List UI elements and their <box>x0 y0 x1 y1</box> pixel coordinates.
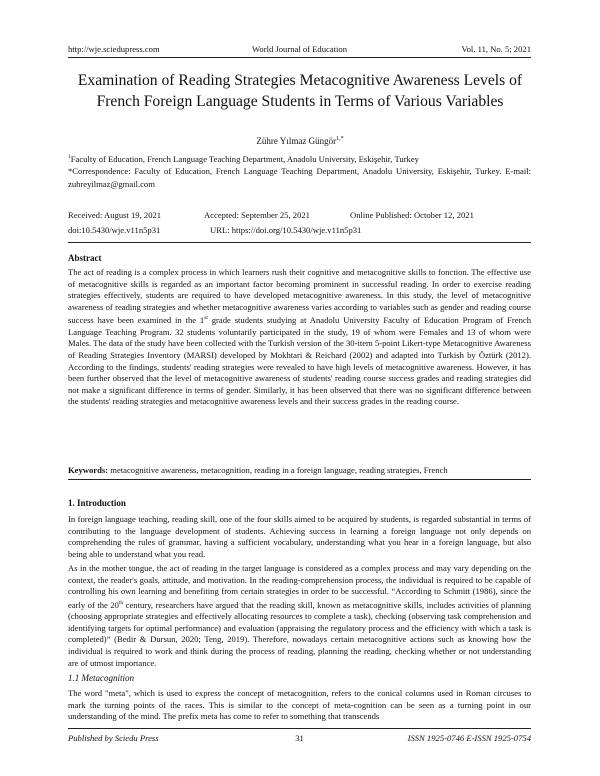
keywords-list: metacognitive awareness, metacognition, reading in a foreign language, reading strategies, French <box>108 465 448 475</box>
header-divider <box>68 57 531 58</box>
abstract-divider-top <box>68 242 531 243</box>
volume-info: Vol. 11, No. 5; 2021 <box>461 44 531 54</box>
published-date: Online Published: October 12, 2021 <box>350 210 474 220</box>
abstract-text-part-2: grade students studying at Anadolu University Faculty of Education Program of French Language Teaching Program. 32 students voluntarily participated in the study, 19 of whom were Females and 13 of whom were Males. The data of the study have been collected with the Turkish version of the 30-item 5-point Likert-type Metacognitive Awareness of Reading Strategies Inventory (MARSI) developed by Mokhtari & Reichard (2002) and adapted into Turkish by Öztürk (2012). According to the findings, students' reading strategies were revealed to have high levels of metacognitive awareness. However, it has been further observed that the level of metacognitive awareness of students' reading course success grades and reading strategies did not make a significant difference in terms of gender. Similarly, it has been observed that there was no significant difference between the students' reading strategies and metacognitive awareness levels and their success grades in the reading course. <box>68 315 532 407</box>
footer-divider <box>68 728 531 729</box>
intro-paragraph-3: The word "meta", which is used to express the concept of metacognition, refers to the conical columns used in Roman circuses to mark the turning points of the races. This is similar to the concept of meta-cognition can be seen as a turning point in our understanding of the mind. The prefix meta has come to refer to something that transcends <box>68 688 531 722</box>
article-title <box>60 70 540 112</box>
publisher: Published by Sciedu Press <box>68 733 159 743</box>
running-footer <box>68 733 531 745</box>
correspondence: *Correspondence: Faculty of Education, French Language Teaching Department, Anadolu University, Eskişehir, Turkey. E-mail: zuhreyilmaz@gmail.com <box>68 166 531 189</box>
author-line <box>0 136 600 146</box>
abstract-divider-bottom <box>68 479 531 480</box>
title-line-2: French Foreign Language Students in Terms of Various Variables <box>96 93 504 110</box>
doi-row <box>68 225 531 237</box>
author-sup: 1,* <box>336 136 344 142</box>
journal-name: World Journal of Education <box>251 44 348 54</box>
intro-ordinal-sup: th <box>118 599 124 606</box>
dates-row <box>68 210 531 222</box>
intro-paragraph-2-part-1: As in the mother tongue, the act of reading in the target language is considered as a complex process and may vary depending on the context, the reader's goals, attitude, and motivation. In the reading-comprehension process, the individual is required to be capable of controlling his own learning and benefiting from certain strategies in order to be successful. “According to Schmitt (1986), since the early of the 20 <box>68 563 531 610</box>
journal-url[interactable]: http://wje.sciedupress.com <box>68 44 160 54</box>
keywords-line <box>68 465 531 477</box>
affiliation-sup: 1 <box>68 154 71 160</box>
page-number: 31 <box>295 733 304 743</box>
abstract-heading: Abstract <box>68 253 102 263</box>
affiliation <box>68 151 531 165</box>
running-header <box>68 44 531 58</box>
subsection-heading: 1.1 Metacognition <box>68 673 134 683</box>
abstract-text <box>68 267 531 408</box>
article-url[interactable]: URL: https://doi.org/10.5430/wje.v11n5p31 <box>210 225 362 235</box>
doi[interactable]: doi:10.5430/wje.v11n5p31 <box>68 225 161 235</box>
intro-paragraph-1: In foreign language teaching, reading skill, one of the four skills aimed to be acquired by students, is regarded substantial in terms of contributing to the language development of students. Achieving success in learning a foreign language not only depends on comprehending the rules of grammar, having a sufficient vocabulary, understanding what you hear in a foreign language, but also being able to understand what you read. <box>68 514 531 559</box>
issn: ISSN 1925-0746 E-ISSN 1925-0754 <box>407 733 531 743</box>
accepted-date: Accepted: September 25, 2021 <box>204 210 310 220</box>
affiliation-text: Faculty of Education, French Language Teaching Department, Anadolu University, Eskişehir, Turkey <box>70 153 419 164</box>
title-line-1: Examination of Reading Strategies Metacognitive Awareness Levels of <box>77 72 523 89</box>
author-name: Zühre Yılmaz Güngör <box>256 136 337 146</box>
intro-paragraph-2 <box>68 563 531 669</box>
abstract-text-part-1: The act of reading is a complex process in which learners rush their cognitive and metacognitive skills to fonction. The effective use of metacognitive skills is regarded as an important factor becoming prominent in successful reading. In order to exercise reading strategies effectively, students are required to have developed metacognitive awareness. In this study, the level of metacognitive awareness of reading strategies and whether metacognitive awareness varies according to variables such as gender and reading course success have been examined in the 1 <box>68 267 531 326</box>
intro-paragraph-2-part-2: century, researchers have argued that the reading skill, known as metacognitive skills, includes activities of planning (choosing appropriate strategies and effectively allocating resources to complete a task), checking (observing task comprehension and identifying targets for optimal performance) and evaluation (appraising the regulatory process and the efficiency with which a task is completed)” (Bedir & Dursun, 2020; Teng, 2019). Therefore, nowadays certain metacognitive actions such as knowing how the individual is required to work and think during the process of reading, planning the reading, checking whether or not understanding are of utmost importance. <box>68 599 532 668</box>
abstract-ordinal-sup: st <box>204 315 208 322</box>
introduction-heading: 1. Introduction <box>68 498 126 508</box>
keywords-label: Keywords: <box>68 465 109 475</box>
received-date: Received: August 19, 2021 <box>68 210 162 220</box>
